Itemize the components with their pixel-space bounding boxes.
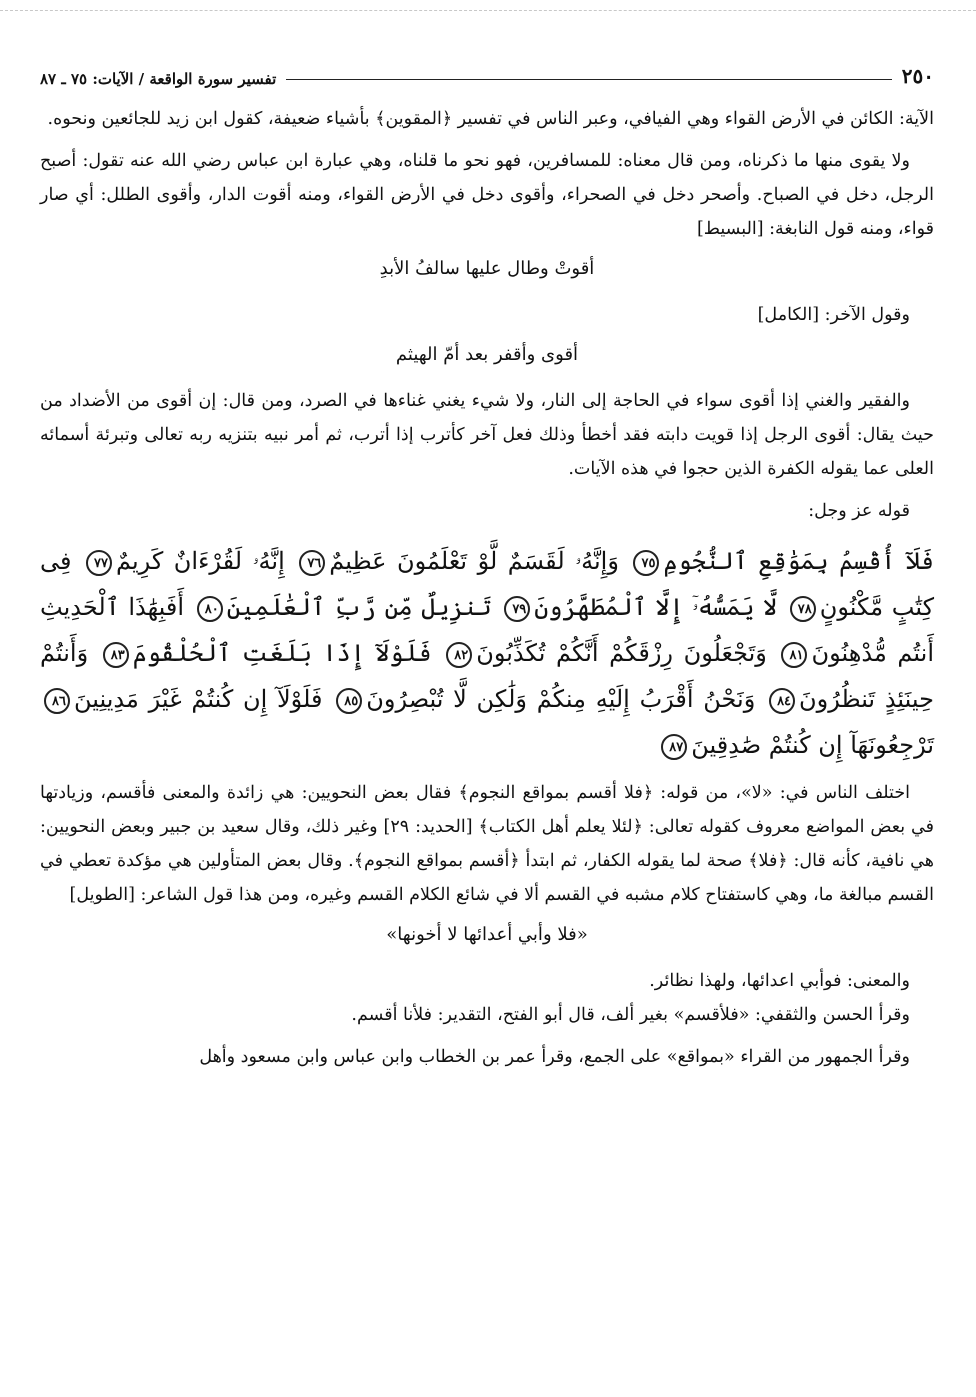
scan-edge	[0, 0, 976, 11]
ayah-number-marker: ٨٥	[336, 688, 362, 714]
page-header	[40, 54, 934, 88]
ayah-number-marker: ٧٩	[504, 596, 530, 622]
paragraph: والفقير والغني إذا أقوى سواء في الحاجة إلى النار، ولا شيء يغني غناءها في الصرد، ومن قال: إن أقوى من الأضداد من حيث يقال: أقوى الرجل إذا قويت دابته فقد أخطأ وذلك فعل آخر كأترب إذا أترب، ثم أمر نبيه بتنزيه ربه تعالى وتبرئة أسمائه العلى عما يقوله الكفرة الذين حجوا في هذه الآيات.	[40, 391, 934, 479]
poetry-line: «فلا وأبي أعدائها لا أخونها»	[386, 924, 588, 945]
header-rule	[286, 79, 891, 80]
ayah-text: فِى كِتَٰبٍ مَّكْنُونٍ	[40, 547, 935, 621]
running-title: تفسير سورة الواقعة / الآيات: ٧٥ ـ ٨٧	[40, 70, 277, 88]
ayah-text: إِنَّهُۥ لَقُرْءَانٌ كَرِيمٌ	[115, 547, 285, 575]
ayah-text: فَلَوْلَآ إِذَا بَلَغَتِ ٱلْحُلْقُومَ	[132, 639, 432, 667]
ayah-number-marker: ٧٦	[299, 550, 325, 576]
paragraph: وقول الآخر: [الكامل]	[757, 305, 910, 325]
page-number: ٢٥٠	[901, 64, 934, 88]
ayah-text: أَفَبِهَٰذَا ٱلْحَدِيثِ أَنتُم مُّدْهِنُونَ	[40, 593, 934, 667]
poetry-line: أقوى وأقفر بعد أمّ الهيثم	[395, 344, 579, 365]
paragraph: اختلف الناس في: «لا»، من قوله: ﴿فلا أقسم بمواقع النجوم﴾ فقال بعض النحويين: هي زائدة والمعنى فأقسم، وزيادتها في بعض المواضع معروف كقوله تعالى: ﴿لئلا يعلم أهل الكتاب﴾ [الحديد: ٢٩] وغير ذلك، وقال سعيد بن جبير وبعض النحويين: هي نافية، كأنه قال: ﴿فلا﴾ صحة لما يقوله الكفار، ثم ابتدأ ﴿أقسم بمواقع النجوم﴾. وقال بعض المتأولين هي مؤكدة تعطي في القسم مبالغة ما، وهي كاستفتاح كلام مشبه في القسم ألا في شائع الكلام القسم وغيره، ومن هذا قول الشاعر: [الطويل]	[40, 783, 934, 905]
ayah-number-marker: ٨١	[781, 642, 807, 668]
ayah-text: تَنزِيلٌ مِّن رَّبِّ ٱلْعَٰلَمِينَ	[226, 593, 492, 621]
ayah-number-marker: ٨٢	[446, 642, 472, 668]
ayah-number-marker: ٨٠	[197, 596, 223, 622]
paragraph: قوله عز وجل:	[808, 501, 910, 521]
paragraph: ولا يقوى منها ما ذكرناه، ومن قال معناه: للمسافرين، فهو نحو ما قلناه، وهي عبارة ابن عباس رضي الله عنه تقول: أصبح الرجل، دخل في الصباح. وأصحر دخل في الصحراء، وأقوى دخل في الأرض القواء، ومنه أقوت الدار، وأقوى الطلل: أي صار قواء، ومنه قول النابغة: [البسيط]	[40, 151, 934, 239]
poetry-line: أقوتْ وطال عليها سالفُ الأبدِ	[379, 258, 595, 279]
paragraph: وقرأ الجمهور من القراء «بمواقع» على الجمع، وقرأ عمر بن الخطاب وابن عباس وابن مسعود وأهل	[199, 1047, 910, 1067]
ayah-text: لَّا يَمَسُّهُۥٓ إِلَّا ٱلْمُطَهَّرُونَ	[534, 593, 778, 621]
quran-passage	[40, 538, 934, 768]
ayah-text: فَلَآ أُقْسِمُ بِمَوَٰقِعِ ٱلنُّجُومِ	[663, 547, 934, 575]
ayah-text: وَتَجْعَلُونَ رِزْقَكُمْ أَنَّكُمْ تُكَذِّبُونَ	[476, 639, 767, 667]
ayah-number-marker: ٨٤	[769, 688, 795, 714]
paragraph: وقرأ الحسن والثقفي: «فلأقسم» بغير ألف، قال أبو الفتح، التقدير: فلأنا أقسم.	[351, 1005, 910, 1025]
ayah-text: وَأَنتُمْ حِينَئِذٍ تَنظُرُونَ	[40, 639, 934, 713]
ayah-number-marker: ٨٣	[103, 642, 129, 668]
ayah-number-marker: ٧٧	[86, 550, 112, 576]
ayah-number-marker: ٨٦	[44, 688, 70, 714]
ayah-number-marker: ٧٨	[790, 596, 816, 622]
ayah-text: فَلَوْلَآ إِن كُنتُمْ غَيْرَ مَدِينِينَ	[74, 685, 323, 713]
ayah-number-marker: ٧٥	[633, 550, 659, 576]
ayah-number-marker: ٨٧	[661, 734, 687, 760]
ayah-text: وَإِنَّهُۥ لَقَسَمٌ لَّوْ تَعْلَمُونَ عَظِيمٌ	[329, 547, 619, 575]
ayah-text: تَرْجِعُونَهَآ إِن كُنتُمْ صَٰدِقِينَ	[691, 731, 934, 759]
paragraph: والمعنى: فوأبي اعدائها، ولهذا نظائر.	[649, 971, 910, 991]
ayah-text: وَنَحْنُ أَقْرَبُ إِلَيْهِ مِنكُمْ وَلَٰكِن لَّا تُبْصِرُونَ	[366, 685, 756, 713]
paragraph: الآية: الكائن في الأرض القواء وهي الفيافي، وعبر الناس في تفسير ﴿المقوين﴾ بأشياء ضعيفة، كقول ابن زيد للجائعين ونحوه.	[47, 109, 934, 129]
